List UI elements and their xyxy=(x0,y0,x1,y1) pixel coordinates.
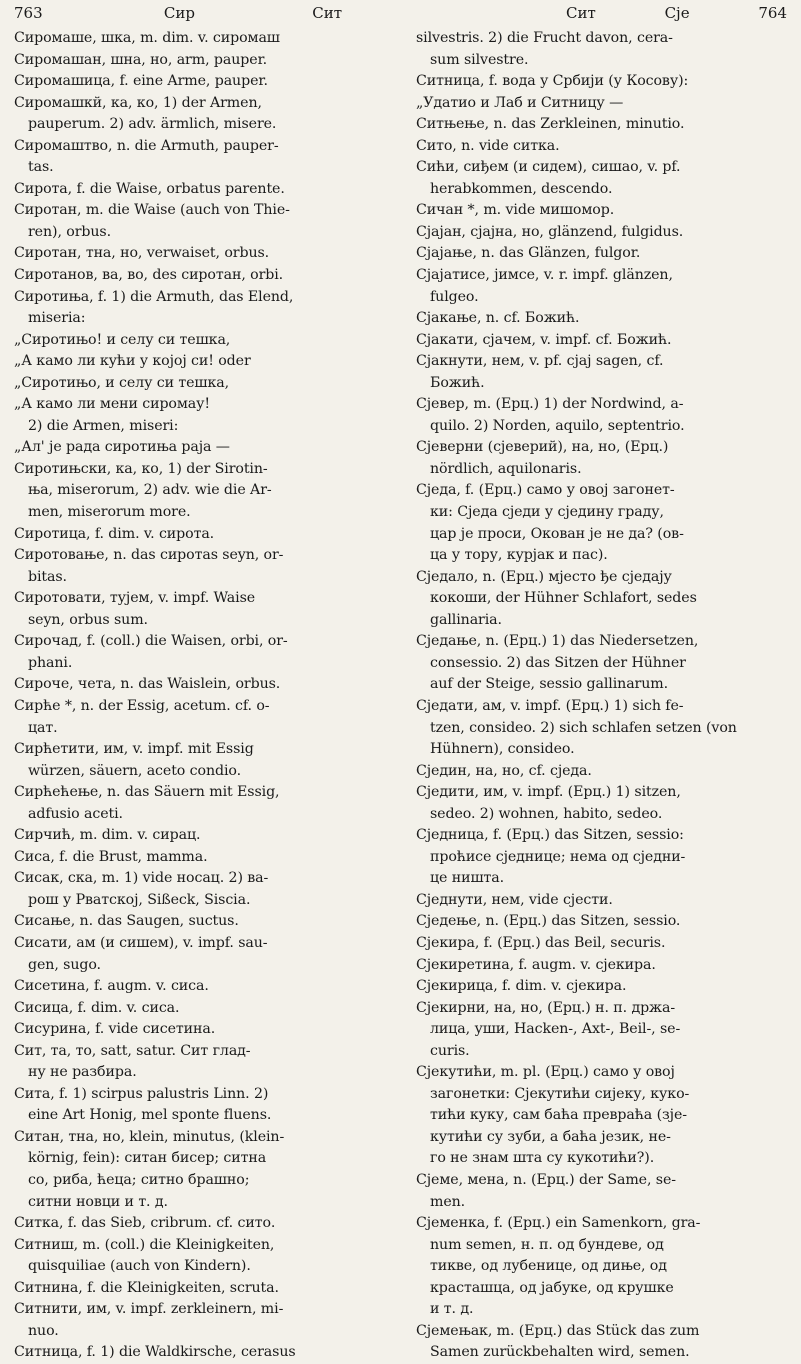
entry-line: Сиромашан, шна, но, arm, pauper. xyxy=(14,51,268,68)
entry-line: цар је проси, Окован је не да? (ов- xyxy=(430,525,684,542)
entry-line: auf der Steige, sessio gallinarum. xyxy=(430,676,669,693)
entry-line: adfusio aceti. xyxy=(28,805,123,822)
page-number-left: 763 xyxy=(14,4,43,22)
entry-line: nördlich, aquilonaris. xyxy=(430,460,582,477)
entry-line: Ситка, f. das Sieb, cribrum. cf. сито. xyxy=(14,1215,276,1232)
entry-line: Сједа, f. (Ерц.) само у овој загонет- xyxy=(416,482,675,499)
entry-line: Сисетина, f. augm. v. сиса. xyxy=(14,978,209,995)
entry-line: phani. xyxy=(28,654,73,671)
entry-line: würzen, säuern, aceto condio. xyxy=(28,762,242,779)
entry-line: herabkommen, descendo. xyxy=(430,180,613,197)
guide-word-right-1: Сит xyxy=(566,4,596,22)
entry-line: лица, уши, Hacken-, Axt-, Beil-, se- xyxy=(430,1021,681,1038)
entry-line: Ситница, f. 1) die Waldkirsche, cerasus xyxy=(14,1344,296,1361)
entry-line: gallinaria. xyxy=(430,611,502,628)
entry-line: кутићи су зуби, а баћа језик, не- xyxy=(430,1128,671,1145)
entry-line: 2) die Armen, miseri: xyxy=(28,417,179,434)
entry-line: Сјакање, n. cf. Божић. xyxy=(416,310,580,327)
entry-line: ки: Сједа сједи у сједину граду, xyxy=(430,504,664,521)
entry-line: Сисица, f. dim. v. сиса. xyxy=(14,999,180,1016)
entry-line: miseria: xyxy=(28,310,86,327)
entry-line: Сирочад, f. (coll.) die Waisen, orbi, or- xyxy=(14,633,288,650)
entry-line: Сиромаштво, n. die Armuth, pauper- xyxy=(14,137,279,154)
columns xyxy=(14,28,787,1364)
entry-line: Сићи, сиђем (и сидем), сишао, v. pf. xyxy=(416,159,681,176)
entry-line: Сичан *, m. vide мишомор. xyxy=(416,202,615,219)
entry-line: „А камо ли кући у којој си! oder xyxy=(14,353,251,370)
entry-line: Сјеверни (сјеверий), на, но, (Ерц.) xyxy=(416,439,669,456)
entry-line: bitas. xyxy=(28,568,67,585)
guide-word-left-1: Сир xyxy=(163,4,195,22)
right-column xyxy=(394,28,787,1364)
entry-line: и т. д. xyxy=(430,1301,474,1318)
entry-line: Сједење, n. (Ерц.) das Sitzen, sessio. xyxy=(416,913,681,930)
entry-line: Сисурина, f. vide сисетина. xyxy=(14,1021,216,1038)
entry-line: nuo. xyxy=(28,1322,59,1339)
entry-line: Сједнути, нем, vide сјести. xyxy=(416,891,613,908)
entry-line: eine Art Honig, mel sponte fluens. xyxy=(28,1107,272,1124)
entry-line: Ситница, f. вода у Србији (у Косову): xyxy=(416,73,689,90)
entry-line: sum silvestre. xyxy=(430,51,529,68)
entry-line: Сједница, f. (Ерц.) das Sitzen, sessio: xyxy=(416,827,684,844)
entry-line: consessio. 2) das Sitzen der Hühner xyxy=(430,654,686,671)
entry-line: го не знам шта су кукотићи?). xyxy=(430,1150,655,1167)
entry-line: Сисак, ска, m. 1) vide носац. 2) ва- xyxy=(14,870,269,887)
entry-line: Сиротињски, ка, ко, 1) der Sirotin- xyxy=(14,460,268,477)
entry-line: Сјекутићи, m. pl. (Ерц.) само у овој xyxy=(416,1064,675,1081)
entry-line: со, риба, ћеца; ситно брашно; xyxy=(28,1171,250,1188)
entry-line: quilo. 2) Norden, aquilo, septentrio. xyxy=(430,417,685,434)
entry-line: тићи куку, сам баћа превраћа (зје- xyxy=(430,1107,687,1124)
entry-line: проћисе сједнице; нема од сједни- xyxy=(430,848,686,865)
entry-line: Сједати, ам, v. impf. (Ерц.) 1) sich fe- xyxy=(416,697,684,714)
entry-line: Сирће *, n. der Essig, acetum. cf. о- xyxy=(14,697,270,714)
entry-line: men, miserorum more. xyxy=(28,504,191,521)
entry-line: curis. xyxy=(430,1042,470,1059)
entry-line: num semen, н. п. од бундеве, од xyxy=(430,1236,664,1253)
entry-line: Сиротица, f. dim. v. сирота. xyxy=(14,525,215,542)
entry-line: Сироче, чета, n. das Waislein, orbus. xyxy=(14,676,281,693)
entry-line: Сјекира, f. (Ерц.) das Beil, securis. xyxy=(416,934,666,951)
entry-line: silvestris. 2) die Frucht davon, cera- xyxy=(416,30,673,46)
left-column xyxy=(14,28,394,1364)
entry-line: Сједање, n. (Ерц.) 1) das Niedersetzen, xyxy=(416,633,699,650)
running-header xyxy=(14,4,787,26)
entry-line: Ситнити, им, v. impf. zerkleinern, mi- xyxy=(14,1301,284,1318)
entry-line: Samen zurückbehalten wird, semen. xyxy=(430,1344,690,1361)
header-right xyxy=(394,4,787,22)
entry-line: gen, sugo. xyxy=(28,956,101,973)
entry-line: Сита, f. 1) scirpus palustris Linn. 2) xyxy=(14,1085,269,1102)
entry-line: Сито, n. vide ситка. xyxy=(416,137,560,154)
entry-line: Сјекиретина, f. augm. v. сјекира. xyxy=(416,956,656,973)
entry-line: „Сиротињо! и селу си тешка, xyxy=(14,331,231,348)
entry-line: fulgeo. xyxy=(430,288,479,305)
entry-line: Сједин, на, но, cf. сједа. xyxy=(416,762,592,779)
entry-line: Сјеменка, f. (Ерц.) ein Samenkorn, gra- xyxy=(416,1215,701,1232)
entry-line: Сирчић, m. dim. v. сирац. xyxy=(14,827,201,844)
entry-line: Сирћетити, им, v. impf. mit Essig xyxy=(14,741,254,758)
entry-line: Сирћећење, n. das Säuern mit Essig, xyxy=(14,784,280,801)
entry-line: Сјекирица, f. dim. v. сјекира. xyxy=(416,978,627,995)
entry-line: ren), orbus. xyxy=(28,223,112,240)
entry-line: Сиромашица, f. eine Arme, pauper. xyxy=(14,73,268,90)
entry-line: Сјакнути, нем, v. pf. cјај sagen, cf. xyxy=(416,353,664,370)
entry-line: „Удатио и Лаб и Ситницу — xyxy=(416,94,624,111)
entry-line: „Сиротињо, и селу си тешка, xyxy=(14,374,230,391)
entry-line: quisquiliae (auch von Kindern). xyxy=(28,1258,251,1275)
entry-line: Сирота, f. die Waise, orbatus parente. xyxy=(14,180,285,197)
entry-line: Сисање, n. das Saugen, suctus. xyxy=(14,913,239,930)
entry-line: Ситнина, f. die Kleinigkeiten, scruta. xyxy=(14,1279,279,1296)
entry-line: Сиротан, тна, но, verwaiset, orbus. xyxy=(14,245,270,262)
entry-line: ситни новци и т. д. xyxy=(28,1193,168,1210)
entry-line: Сјајан, сјајна, но, glänzend, fulgidus. xyxy=(416,223,684,240)
entry-line: кокоши, der Hühner Schlafort, sedes xyxy=(430,590,697,607)
entry-line: Сјајатисе, јимсе, v. r. impf. glänzen, xyxy=(416,267,673,284)
entry-line: Сјекирни, на, но, (Ерц.) н. п. држа- xyxy=(416,999,676,1016)
guide-word-left-2: Сит xyxy=(312,4,342,22)
entry-line: Сједити, им, v. impf. (Ерц.) 1) sitzen, xyxy=(416,784,681,801)
entry-line: ну не разбира. xyxy=(28,1064,137,1081)
entry-line: Сиротовање, n. das сиротаs seyn, or- xyxy=(14,547,284,564)
entry-line: sedeo. 2) wohnen, habito, sedeo. xyxy=(430,805,663,822)
entry-line: Сисати, ам (и сишем), v. impf. sau- xyxy=(14,934,268,951)
entry-line: Сиротан, m. die Waise (auch von Thie- xyxy=(14,202,290,219)
entry-line: pauperum. 2) adv. ärmlich, misere. xyxy=(28,116,277,133)
entry-line: körnig, fein): ситан бисер; ситна xyxy=(28,1150,267,1167)
entry-line: це ништа. xyxy=(430,870,505,887)
entry-line: men. xyxy=(430,1193,466,1210)
entry-line: Ситниш, m. (coll.) die Kleinigkeiten, xyxy=(14,1236,275,1253)
header-left xyxy=(14,4,394,22)
entry-line: рош у Рватској, Sißeck, Sisciа. xyxy=(28,891,251,908)
entry-line: Сјевер, m. (Ерц.) 1) der Nordwind, a- xyxy=(416,396,684,413)
entry-line: tzen, consideo. 2) sich schlafen setzen (von xyxy=(430,719,737,736)
entry-line: „Ал' је рада сиротиња раја — xyxy=(14,439,230,456)
entry-line: тикве, од лубенице, од диње, од xyxy=(430,1258,667,1275)
entry-line: Сиса, f. die Brust, mamma. xyxy=(14,848,208,865)
entry-line: Сиротанов, ва, во, des сиротан, orbi. xyxy=(14,267,284,284)
entry-line: tas. xyxy=(28,159,54,176)
entry-line: seyn, orbus sum. xyxy=(28,611,148,628)
entry-line: Сиротиња, f. 1) die Armuth, das Elend, xyxy=(14,288,294,305)
page-number-right: 764 xyxy=(758,4,787,22)
entry-line: Сјеме, мена, n. (Ерц.) der Same, se- xyxy=(416,1171,676,1188)
entry-line: Сјакати, сјачем, v. impf. cf. Божић. xyxy=(416,331,672,348)
entry-line: Сиромашкй, ка, ко, 1) der Armen, xyxy=(14,94,262,111)
guide-word-right-2: Сје xyxy=(664,4,690,22)
entry-line: красташца, од јабуке, од крушке xyxy=(430,1279,674,1296)
entry-line: Ситњење, n. das Zerkleinen, minutio. xyxy=(416,116,685,133)
entry-line: „А камо ли мени сиромау! xyxy=(14,396,211,413)
entry-line: Сјајање, n. das Glänzen, fulgor. xyxy=(416,245,641,262)
entry-line: Сиромаше, шка, m. dim. v. сиромаш xyxy=(14,30,280,46)
entry-line: ца у тору, курјак и пас). xyxy=(430,547,608,564)
entry-line: загонетки: Сјекутићи сијеку, куко- xyxy=(430,1085,690,1102)
entry-line: Hühnern), consideo. xyxy=(430,741,575,758)
entry-line: Божић. xyxy=(430,374,485,391)
entry-line: Сједало, n. (Ерц.) мјесто ђе сједају xyxy=(416,568,672,585)
entry-line: ња, miserorum, 2) adv. wie die Ar- xyxy=(28,482,272,499)
entry-line: цат. xyxy=(28,719,58,736)
entry-line: Сиротовати, тујем, v. impf. Waise xyxy=(14,590,256,607)
entry-line: Ситан, тна, но, klein, minutus, (klein- xyxy=(14,1128,285,1145)
entry-line: Сит, та, то, satt, satur. Сит глад- xyxy=(14,1042,251,1059)
entry-line: Сјемењак, m. (Ерц.) das Stück das zum xyxy=(416,1322,700,1339)
